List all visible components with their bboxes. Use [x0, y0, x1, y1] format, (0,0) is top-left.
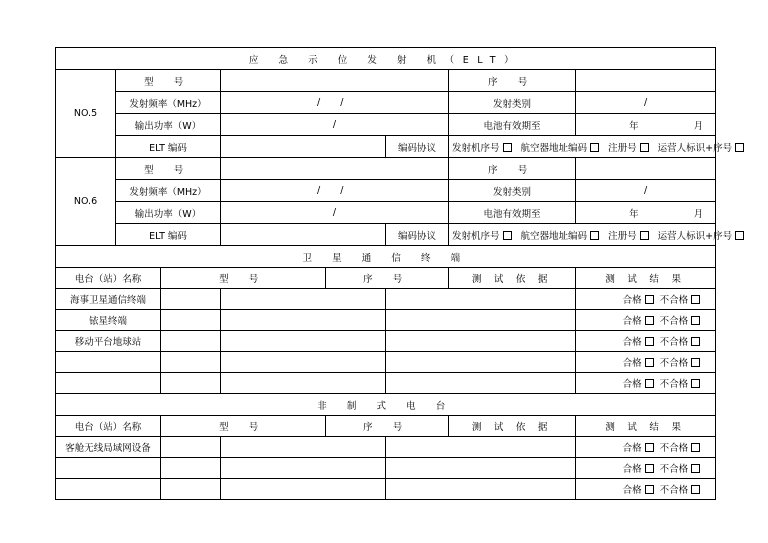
checkbox[interactable] [691, 379, 700, 388]
type-cell[interactable] [161, 437, 221, 458]
protocol-options [449, 224, 733, 246]
serial-header: 序 号 [326, 416, 449, 437]
elt-code-label: ELT 编码 [116, 224, 221, 246]
serial-value[interactable] [576, 158, 716, 180]
pass-option[interactable]: 合格 [623, 355, 654, 369]
protocol-option[interactable]: 发射机序号 [452, 140, 512, 154]
equipment-form [55, 47, 733, 500]
result-cell [576, 310, 716, 331]
battery-expiry-label: 电池有效期至 [449, 114, 576, 136]
test-basis-header: 测 试 依 据 [449, 416, 576, 437]
power-label: 输出功率（W） [116, 114, 221, 136]
result-cell [576, 479, 716, 500]
basis-cell[interactable] [386, 289, 576, 310]
basis-cell[interactable] [386, 373, 576, 394]
result-cell [576, 437, 716, 458]
frequency-label: 发射频率（MHz） [116, 180, 221, 202]
serial-cell[interactable] [221, 373, 386, 394]
emission-label: 发射类别 [449, 180, 576, 202]
checkbox[interactable] [735, 143, 744, 152]
serial-cell[interactable] [221, 458, 386, 479]
checkbox[interactable] [691, 337, 700, 346]
station-name-header: 电台（站）名称 [56, 268, 161, 289]
station-name: 海事卫星通信终端 [56, 289, 161, 310]
station-name[interactable] [56, 373, 161, 394]
frequency-value[interactable]: / / [221, 92, 449, 114]
emission-value[interactable]: / [576, 92, 716, 114]
basis-cell[interactable] [386, 479, 576, 500]
type-cell[interactable] [161, 289, 221, 310]
emission-label: 发射类别 [449, 92, 576, 114]
month-label: 月 [693, 208, 704, 220]
protocol-option[interactable]: 航空器地址编码 [521, 228, 600, 242]
month-label: 月 [693, 120, 704, 132]
result-cell [576, 352, 716, 373]
station-name-header: 电台（站）名称 [56, 416, 161, 437]
fail-option[interactable]: 不合格 [660, 313, 701, 327]
basis-cell[interactable] [386, 352, 576, 373]
pass-option[interactable]: 合格 [623, 440, 654, 454]
power-value[interactable]: / [221, 202, 449, 224]
protocol-option[interactable]: 发射机序号 [452, 228, 512, 242]
elt-code-label: ELT 编码 [116, 136, 221, 158]
serial-cell[interactable] [221, 331, 386, 352]
result-cell [576, 373, 716, 394]
frequency-value[interactable]: / / [221, 180, 449, 202]
unit-number: NO.6 [56, 158, 116, 246]
protocol-label: 编码协议 [386, 136, 449, 158]
station-name[interactable] [56, 458, 161, 479]
protocol-option[interactable]: 运营人标识+序号 [658, 140, 744, 154]
serial-value[interactable] [576, 70, 716, 92]
checkbox[interactable] [691, 443, 700, 452]
fail-option[interactable]: 不合格 [660, 376, 701, 390]
station-name: 铱星终端 [56, 310, 161, 331]
type-cell[interactable] [161, 479, 221, 500]
type-cell[interactable] [161, 458, 221, 479]
pass-option[interactable]: 合格 [623, 292, 654, 306]
power-value[interactable]: / [221, 114, 449, 136]
pass-option[interactable]: 合格 [623, 461, 654, 475]
fail-option[interactable]: 不合格 [660, 461, 701, 475]
battery-expiry-value[interactable] [576, 114, 716, 136]
type-cell[interactable] [161, 331, 221, 352]
type-value[interactable] [221, 70, 449, 92]
non-regulated-section-title: 非 制 式 电 台 [56, 394, 716, 416]
power-label: 输出功率（W） [116, 202, 221, 224]
test-basis-header: 测 试 依 据 [449, 268, 576, 289]
checkbox[interactable] [645, 379, 654, 388]
checkbox[interactable] [645, 295, 654, 304]
year-label: 年 [629, 208, 639, 220]
checkbox[interactable] [640, 231, 649, 240]
fail-option[interactable]: 不合格 [660, 355, 701, 369]
battery-expiry-value[interactable] [576, 202, 716, 224]
elt-section-title: 应 急 示 位 发 射 机（ELT） [56, 48, 716, 70]
protocol-option[interactable]: 注册号 [608, 140, 649, 154]
type-cell[interactable] [161, 310, 221, 331]
battery-expiry-label: 电池有效期至 [449, 202, 576, 224]
basis-cell[interactable] [386, 458, 576, 479]
serial-cell[interactable] [221, 352, 386, 373]
checkbox[interactable] [645, 337, 654, 346]
serial-label: 序 号 [449, 158, 576, 180]
checkbox[interactable] [645, 485, 654, 494]
pass-option[interactable]: 合格 [623, 482, 654, 496]
checkbox[interactable] [691, 358, 700, 367]
elt-code-value[interactable] [221, 224, 386, 246]
pass-option[interactable]: 合格 [623, 334, 654, 348]
fail-option[interactable]: 不合格 [660, 334, 701, 348]
unit-number: NO.5 [56, 70, 116, 158]
checkbox[interactable] [503, 143, 512, 152]
basis-cell[interactable] [386, 437, 576, 458]
station-name[interactable] [56, 352, 161, 373]
checkbox[interactable] [645, 443, 654, 452]
pass-option[interactable]: 合格 [623, 376, 654, 390]
test-result-header: 测 试 结 果 [576, 268, 716, 289]
satellite-section-title: 卫 星 通 信 终 端 [56, 246, 716, 268]
serial-cell[interactable] [221, 437, 386, 458]
checkbox[interactable] [691, 295, 700, 304]
station-name[interactable] [56, 479, 161, 500]
checkbox[interactable] [691, 316, 700, 325]
type-label: 型 号 [116, 158, 221, 180]
emission-value[interactable]: / [576, 180, 716, 202]
station-name: 客舱无线局域网设备 [56, 437, 161, 458]
result-cell [576, 289, 716, 310]
type-header: 型 号 [161, 268, 326, 289]
year-label: 年 [629, 120, 639, 132]
type-cell[interactable] [161, 352, 221, 373]
test-result-header: 测 试 结 果 [576, 416, 716, 437]
serial-label: 序 号 [449, 70, 576, 92]
type-cell[interactable] [161, 373, 221, 394]
checkbox[interactable] [645, 464, 654, 473]
serial-cell[interactable] [221, 310, 386, 331]
pass-option[interactable]: 合格 [623, 313, 654, 327]
basis-cell[interactable] [386, 331, 576, 352]
protocol-option[interactable]: 注册号 [608, 228, 649, 242]
basis-cell[interactable] [386, 310, 576, 331]
result-cell [576, 331, 716, 352]
protocol-label: 编码协议 [386, 224, 449, 246]
serial-header: 序 号 [326, 268, 449, 289]
protocol-option[interactable]: 运营人标识+序号 [658, 228, 744, 242]
checkbox[interactable] [640, 143, 649, 152]
serial-cell[interactable] [221, 289, 386, 310]
fail-option[interactable]: 不合格 [660, 440, 701, 454]
checkbox[interactable] [590, 231, 599, 240]
type-value[interactable] [221, 158, 449, 180]
station-name: 移动平台地球站 [56, 331, 161, 352]
checkbox[interactable] [590, 143, 599, 152]
serial-cell[interactable] [221, 479, 386, 500]
checkbox[interactable] [735, 231, 744, 240]
protocol-option[interactable]: 航空器地址编码 [521, 140, 600, 154]
type-label: 型 号 [116, 70, 221, 92]
checkbox[interactable] [691, 464, 700, 473]
checkbox[interactable] [503, 231, 512, 240]
protocol-options [449, 136, 733, 158]
elt-code-value[interactable] [221, 136, 386, 158]
checkbox[interactable] [645, 316, 654, 325]
checkbox[interactable] [645, 358, 654, 367]
fail-option[interactable]: 不合格 [660, 292, 701, 306]
fail-option[interactable]: 不合格 [660, 482, 701, 496]
result-cell [576, 458, 716, 479]
type-header: 型 号 [161, 416, 326, 437]
frequency-label: 发射频率（MHz） [116, 92, 221, 114]
checkbox[interactable] [691, 485, 700, 494]
